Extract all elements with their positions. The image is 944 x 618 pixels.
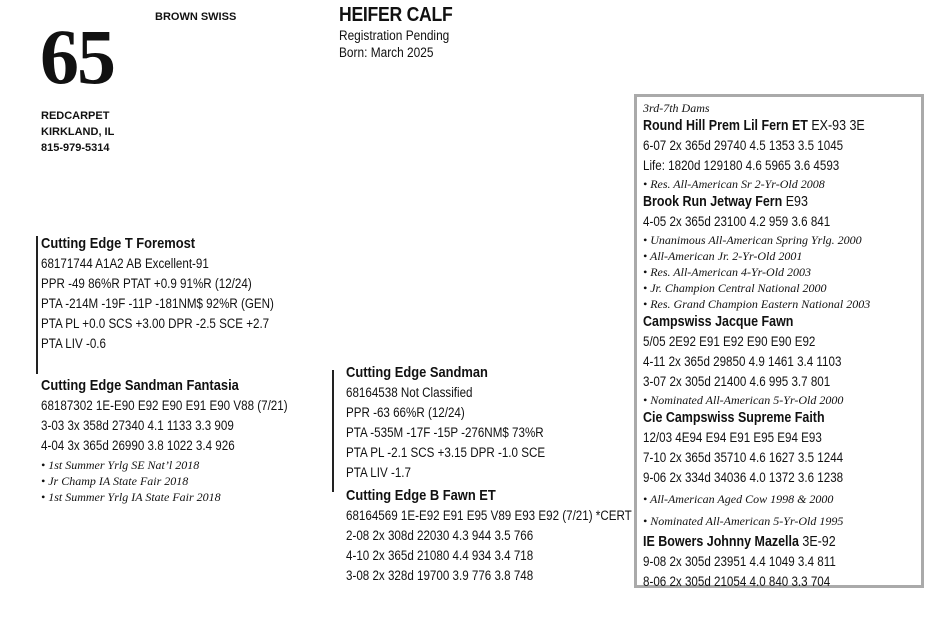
dam-entry <box>643 116 865 176</box>
dam-entry-note: • Res. Grand Champion Eastern National 2003 <box>643 297 871 311</box>
dam-entry-record: 5/05 2E92 E91 E92 E90 E90 E92 <box>643 334 816 349</box>
maternal-grandsire-line: PTA LIV -1.7 <box>346 465 411 480</box>
maternal-grandsire-line: PPR -63 66%R (12/24) <box>346 405 465 420</box>
dam-entry-record: 7-10 2x 365d 35710 4.6 1627 3.5 1244 <box>643 450 844 465</box>
dam-entry-record: 8-06 2x 305d 21054 4.0 840 3.3 704 <box>643 574 831 589</box>
dam-entry-name: Cie Campswiss Supreme Faith <box>643 410 825 426</box>
dam-name: Cutting Edge Sandman Fantasia <box>41 377 239 394</box>
animal-title: HEIFER CALF <box>339 4 453 26</box>
dams-header: 3rd-7th Dams <box>643 101 710 115</box>
sire-name: Cutting Edge T Foremost <box>41 235 196 252</box>
sire-block <box>41 234 312 354</box>
dam-entry-name: Brook Run Jetway Fern <box>643 194 783 210</box>
granddam-line: 4-10 2x 365d 21080 4.4 934 3.4 718 <box>346 548 534 563</box>
dam-entry-class: EX-93 3E <box>807 118 865 134</box>
dam-entry-record: 4-05 2x 365d 23100 4.2 959 3.6 841 <box>643 214 831 229</box>
animal-heading <box>339 4 468 61</box>
maternal-grandsire-line: 68164538 Not Classified <box>346 385 473 400</box>
granddam-line: 2-08 2x 308d 22030 4.3 944 3.5 766 <box>346 528 534 543</box>
breed-label: BROWN SWISS <box>155 11 237 23</box>
dam-entry-note: • Nominated All-American 5-Yr-Old 2000 <box>643 393 844 407</box>
sire-line: PTA -214M -19F -11P -181NM$ 92%R (GEN) <box>41 296 274 311</box>
consignor-city: KIRKLAND, IL <box>41 126 115 138</box>
dam-entry <box>643 312 865 392</box>
dam-block <box>41 376 328 505</box>
dam-entry <box>643 408 865 488</box>
sire-line: 68171744 A1A2 AB Excellent-91 <box>41 256 209 271</box>
dam-line: 4-04 3x 365d 26990 3.8 1022 3.4 926 <box>41 438 235 453</box>
dam-entry-note: • Nominated All-American 5-Yr-Old 1995 <box>643 514 844 528</box>
dam-line: 3-03 3x 358d 27340 4.1 1133 3.3 909 <box>41 418 234 433</box>
consignor-block <box>41 108 114 156</box>
dam-entry-record: 4-11 2x 365d 29850 4.9 1461 3.4 1103 <box>643 354 842 369</box>
registration-status: Registration Pending <box>339 28 450 43</box>
dam-entry-class: 3E-92 <box>798 534 836 550</box>
dam-entry-note: • All-American Aged Cow 1998 & 2000 <box>643 492 834 506</box>
dam-entry-class: E93 <box>782 194 808 210</box>
sire-line: PTA PL +0.0 SCS +3.00 DPR -2.5 SCE +2.7 <box>41 316 270 331</box>
granddam-block <box>346 486 678 586</box>
sire-line: PTA LIV -0.6 <box>41 336 106 351</box>
dam-entry-note: • Jr. Champion Central National 2000 <box>643 281 827 295</box>
maternal-grandsire-line: PTA PL -2.1 SCS +3.15 DPR -1.0 SCE <box>346 445 546 460</box>
dam-entry-note: • Unanimous All-American Spring Yrlg. 2000 <box>643 233 862 247</box>
dam-note: • Jr Champ IA State Fair 2018 <box>41 474 189 488</box>
sire-line: PPR -49 86%R PTAT +0.9 91%R (12/24) <box>41 276 252 291</box>
consignor-phone: 815-979-5314 <box>41 142 110 154</box>
extended-dams-content <box>643 100 901 592</box>
dam-note: • 1st Summer Yrlg SE Nat’l 2018 <box>41 458 200 472</box>
maternal-grandsire-block <box>346 363 577 483</box>
dam-note: • 1st Summer Yrlg IA State Fair 2018 <box>41 490 221 504</box>
dam-entry <box>643 192 865 232</box>
sire-bracket-line <box>36 236 38 374</box>
granddam-line: 68164569 1E-E92 E91 E95 V89 E93 E92 (7/21) *CERT <box>346 508 632 523</box>
dam-entry-record: 6-07 2x 365d 29740 4.5 1353 3.5 1045 <box>643 138 844 153</box>
grandsire-bracket-line <box>332 370 334 492</box>
granddam-line: 3-08 2x 328d 19700 3.9 776 3.8 748 <box>346 568 534 583</box>
lot-number: 65 <box>40 13 114 100</box>
granddam-name: Cutting Edge B Fawn ET <box>346 487 496 504</box>
dam-line: 68187302 1E-E90 E92 E90 E91 E90 V88 (7/21) <box>41 398 288 413</box>
dam-entry-note: • All-American Jr. 2-Yr-Old 2001 <box>643 249 803 263</box>
dam-entry <box>643 532 865 592</box>
dam-entry-record: Life: 1820d 129180 4.6 5965 3.6 4593 <box>643 158 840 173</box>
dam-entry-record: 3-07 2x 305d 21400 4.6 995 3.7 801 <box>643 374 831 389</box>
birth-date: Born: March 2025 <box>339 45 434 60</box>
dam-entry-name: IE Bowers Johnny Mazella <box>643 534 799 550</box>
maternal-grandsire-name: Cutting Edge Sandman <box>346 364 488 381</box>
dam-entry-note: • Res. All-American 4-Yr-Old 2003 <box>643 265 812 279</box>
dam-entry-record: 12/03 4E94 E94 E91 E95 E94 E93 <box>643 430 822 445</box>
dam-entry-note: • Res. All-American Sr 2-Yr-Old 2008 <box>643 177 825 191</box>
consignor-name: REDCARPET <box>41 110 110 122</box>
dam-entry-record: 9-06 2x 334d 34036 4.0 1372 3.6 1238 <box>643 470 844 485</box>
dam-entry-name: Round Hill Prem Lil Fern ET <box>643 118 808 134</box>
dam-entry-name: Campswiss Jacque Fawn <box>643 314 794 330</box>
dam-entry-record: 9-08 2x 305d 23951 4.4 1049 3.4 811 <box>643 554 836 569</box>
maternal-grandsire-line: PTA -535M -17F -15P -276NM$ 73%R <box>346 425 544 440</box>
